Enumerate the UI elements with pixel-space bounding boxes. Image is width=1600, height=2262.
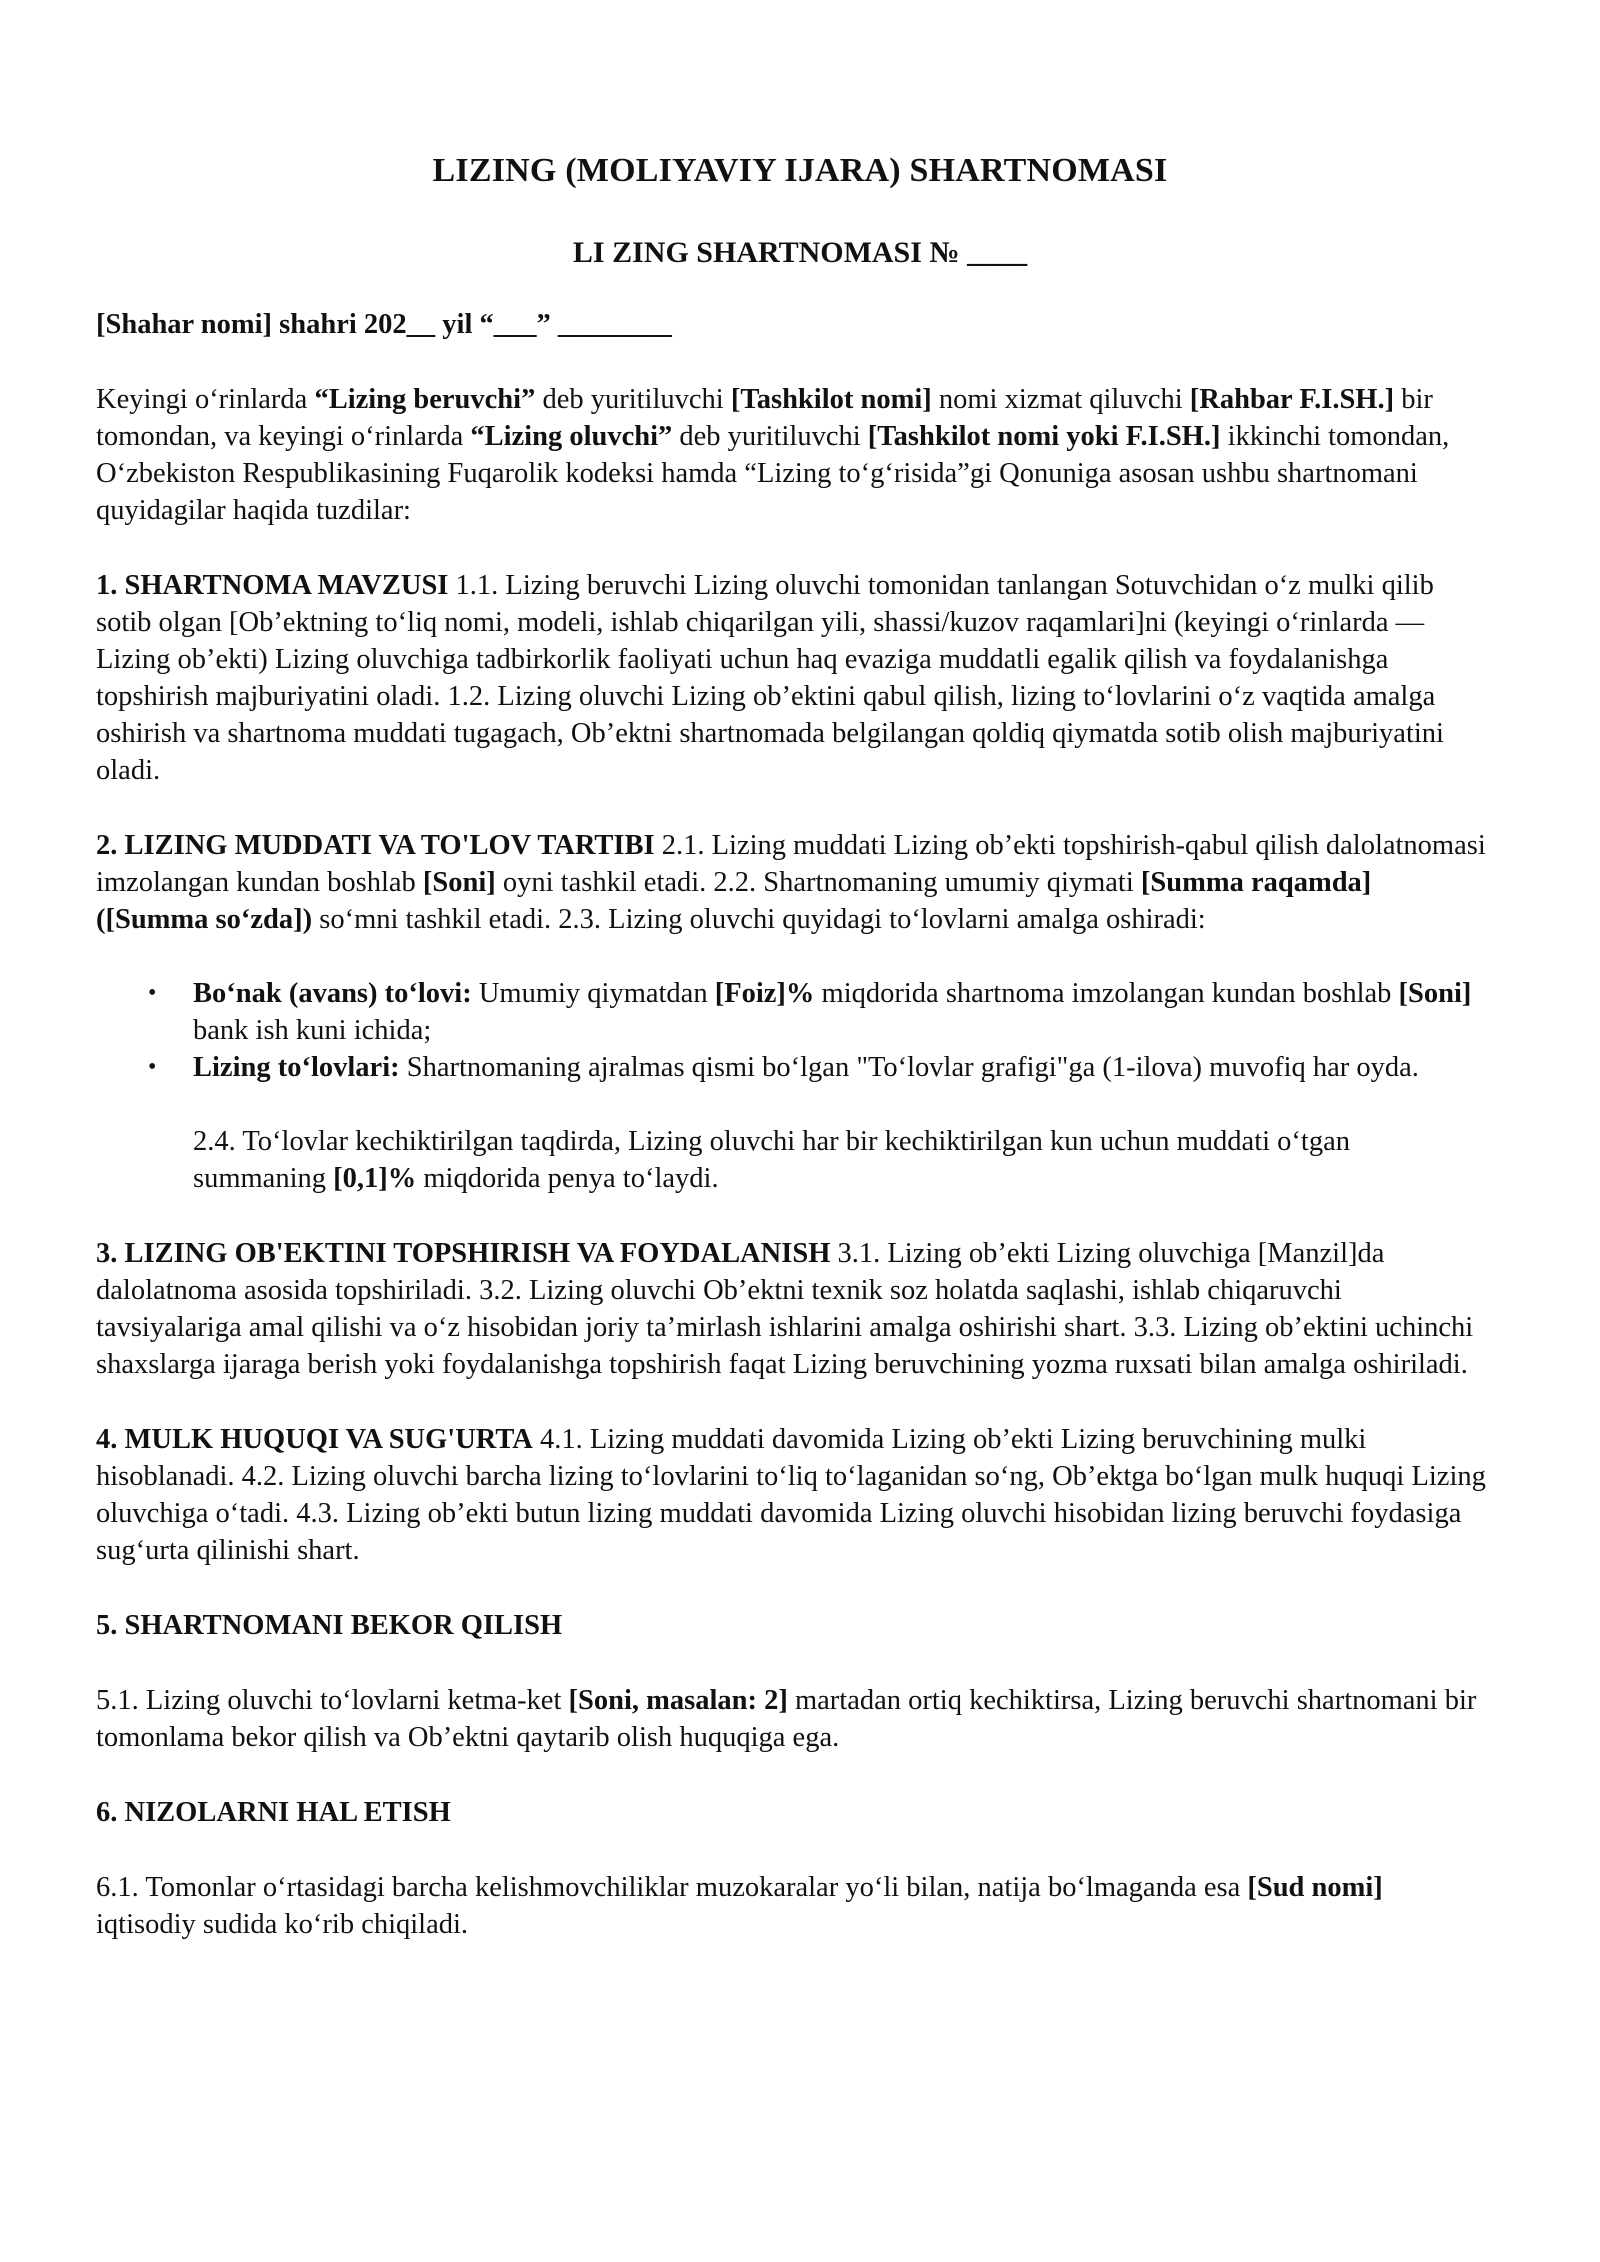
section-2-paragraph <box>96 827 1486 938</box>
list-item <box>148 1049 1486 1086</box>
list-item-text: Shartnomaning ajralmas qismi bo‘lgan "To‘lovlar grafigi"ga (1-ilova) muvofiq har oyda. <box>399 1052 1419 1083</box>
section-5-paragraph <box>96 1682 1486 1756</box>
list-item-text: miqdorida shartnoma imzolangan kundan boshlab <box>814 978 1399 1009</box>
section-3-heading: 3. LIZING OB'EKTINI TOPSHIRISH VA FOYDALANISH <box>96 1238 831 1269</box>
section-1-text: 1.1. Lizing beruvchi Lizing oluvchi tomonidan tanlangan Sotuvchidan o‘z mulki qilib sotib olgan [Ob’ektning to‘liq nomi, modeli, ishlab chiqarilgan yili, shassi/kuzov raqamlari]ni (keyingi o‘rinlarda — Lizing ob’ekti) Lizing oluvchiga tadbirkorlik faoliyati uchun haq evaziga muddatli egalik qilish va foydalanishga topshirish majburiyatini oladi. 1.2. Lizing oluvchi Lizing ob’ektini qabul qilish, lizing to‘lovlarini o‘z vaqtida amalga oshirish va shartnoma muddati tugagach, Ob’ektni shartnomada belgilangan qoldiq qiymatda sotib olish majburiyatini oladi. <box>96 570 1444 786</box>
section-6-paragraph <box>96 1869 1486 1943</box>
section-5-text: 5.1. Lizing oluvchi to‘lovlarni ketma-ket <box>96 1685 569 1716</box>
bullet-icon: • <box>148 980 157 1006</box>
section-1-heading: 1. SHARTNOMA MAVZUSI <box>96 570 449 601</box>
days-placeholder: [Soni] <box>1398 978 1472 1009</box>
section-6-text: iqtisodiy sudida ko‘rib chiqiladi. <box>96 1909 469 1940</box>
lessor-term: “Lizing beruvchi” <box>314 384 536 415</box>
preamble-text: Keyingi o‘rinlarda <box>96 384 315 415</box>
document-title: LIZING (MOLIYAVIY IJARA) SHARTNOMASI <box>432 152 1168 189</box>
list-item-text: bank ish kuni ichida; <box>193 1015 432 1046</box>
late-count-placeholder: [Soni, masalan: 2] <box>568 1685 788 1716</box>
list-item <box>148 975 1486 1049</box>
section-2-text: oyni tashkil etadi. 2.2. Shartnomaning umumiy qiymati <box>495 867 1141 898</box>
place-date-line: [Shahar nomi] shahri 202__ yil “___” ________ <box>96 309 672 340</box>
clause-2-4-text: 2.4. To‘lovlar kechiktirilgan taqdirda, Lizing oluvchi har bir kechiktirilgan kun uchun muddati o‘tgan summaning <box>193 1126 1350 1194</box>
section-2-text: so‘mni tashkil etadi. 2.3. Lizing oluvchi quyidagi to‘lovlarni amalga oshiradi: <box>312 904 1206 935</box>
total-sum-placeholder: [Summa raqamda] ([Summa so‘zda]) <box>96 867 1372 935</box>
percent-placeholder: [Foiz]% <box>714 978 815 1009</box>
section-2-block <box>96 827 1486 1197</box>
lessee-org-placeholder: [Tashkilot nomi yoki F.I.SH.] <box>867 421 1221 452</box>
section-3-text: 3.1. Lizing ob’ekti Lizing oluvchiga [Manzil]da dalolatnoma asosida topshiriladi. 3.2. Lizing oluvchi Ob’ektni texnik soz holatda saqlashi, ishlab chiqaruvchi tavsiyalariga amal qilishi va o‘z hisobidan joriy ta’mirlash ishlarini amalga oshirishi shart. 3.3. Lizing ob’ektini uchinchi shaxslarga ijaraga berish yoki foydalanishga topshirish faqat Lizing beruvchining yozma ruxsati bilan amalga oshiriladi. <box>96 1238 1474 1380</box>
section-4-paragraph <box>96 1421 1486 1569</box>
section-1-paragraph <box>96 567 1486 789</box>
preamble-text: deb yuritiluvchi <box>672 421 868 452</box>
section-3-paragraph <box>96 1235 1486 1383</box>
lessee-term: “Lizing oluvchi” <box>470 421 673 452</box>
preamble-text: deb yuritiluvchi <box>535 384 731 415</box>
court-name-placeholder: [Sud nomi] <box>1247 1872 1383 1903</box>
section-6-text: 6.1. Tomonlar o‘rtasidagi barcha kelishmovchiliklar muzokaralar yo‘li bilan, natija bo‘lmaganda esa <box>96 1872 1248 1903</box>
section-6-heading: 6. NIZOLARNI HAL ETISH <box>96 1797 451 1828</box>
director-name-placeholder: [Rahbar F.I.SH.] <box>1189 384 1395 415</box>
preamble-text: bir tomondan, va keyingi o‘rinlarda <box>96 384 1433 452</box>
section-5-heading: 5. SHARTNOMANI BEKOR QILISH <box>96 1610 563 1641</box>
lease-payments-label: Lizing to‘lovlari: <box>193 1052 400 1083</box>
contract-number-heading: LI ZING SHARTNOMASI № ____ <box>572 236 1028 269</box>
section-5-text: martadan ortiq kechiktirsa, Lizing beruvchi shartnomani bir tomonlama bekor qilish va Ob’ektni qaytarib olish huquqiga ega. <box>96 1685 1477 1753</box>
section-4-heading: 4. MULK HUQUQI VA SUG'URTA <box>96 1424 533 1455</box>
section-2-text: 2.1. Lizing muddati Lizing ob’ekti topshirish-qabul qilish dalolatnomasi imzolangan kundan boshlab <box>96 830 1486 898</box>
section-4-text: 4.1. Lizing muddati davomida Lizing ob’ekti Lizing beruvchining mulki hisoblanadi. 4.2. Lizing oluvchi barcha lizing to‘lovlarini to‘liq to‘laganidan so‘ng, Ob’ektga bo‘lgan mulk huquqi Lizing oluvchiga o‘tadi. 4.3. Lizing ob’ekti butun lizing muddati davomida Lizing oluvchi hisobidan lizing beruvchi foydasiga sug‘urta qilinishi shart. <box>96 1424 1486 1566</box>
bullet-icon: • <box>148 1054 157 1080</box>
document-body <box>96 306 1486 1981</box>
preamble-paragraph <box>96 381 1486 529</box>
clause-2-4-paragraph <box>193 1123 1486 1197</box>
lessor-org-placeholder: [Tashkilot nomi] <box>730 384 932 415</box>
clause-2-4-text: miqdorida penya to‘laydi. <box>416 1163 719 1194</box>
penalty-rate-placeholder: [0,1]% <box>333 1163 417 1194</box>
preamble-text: ikkinchi tomondan, O‘zbekiston Respublikasining Fuqarolik kodeksi hamda “Lizing to‘g‘risida”gi Qonuniga asosan ushbu shartnomani quyidagilar haqida tuzdilar: <box>96 421 1450 526</box>
section-2-heading: 2. LIZING MUDDATI VA TO'LOV TARTIBI <box>96 830 655 861</box>
term-months-placeholder: [Soni] <box>422 867 496 898</box>
advance-payment-label: Bo‘nak (avans) to‘lovi: <box>193 978 472 1009</box>
preamble-text: nomi xizmat qiluvchi <box>931 384 1190 415</box>
list-item-text: Umumiy qiymatdan <box>471 978 715 1009</box>
payment-list <box>96 975 1486 1086</box>
